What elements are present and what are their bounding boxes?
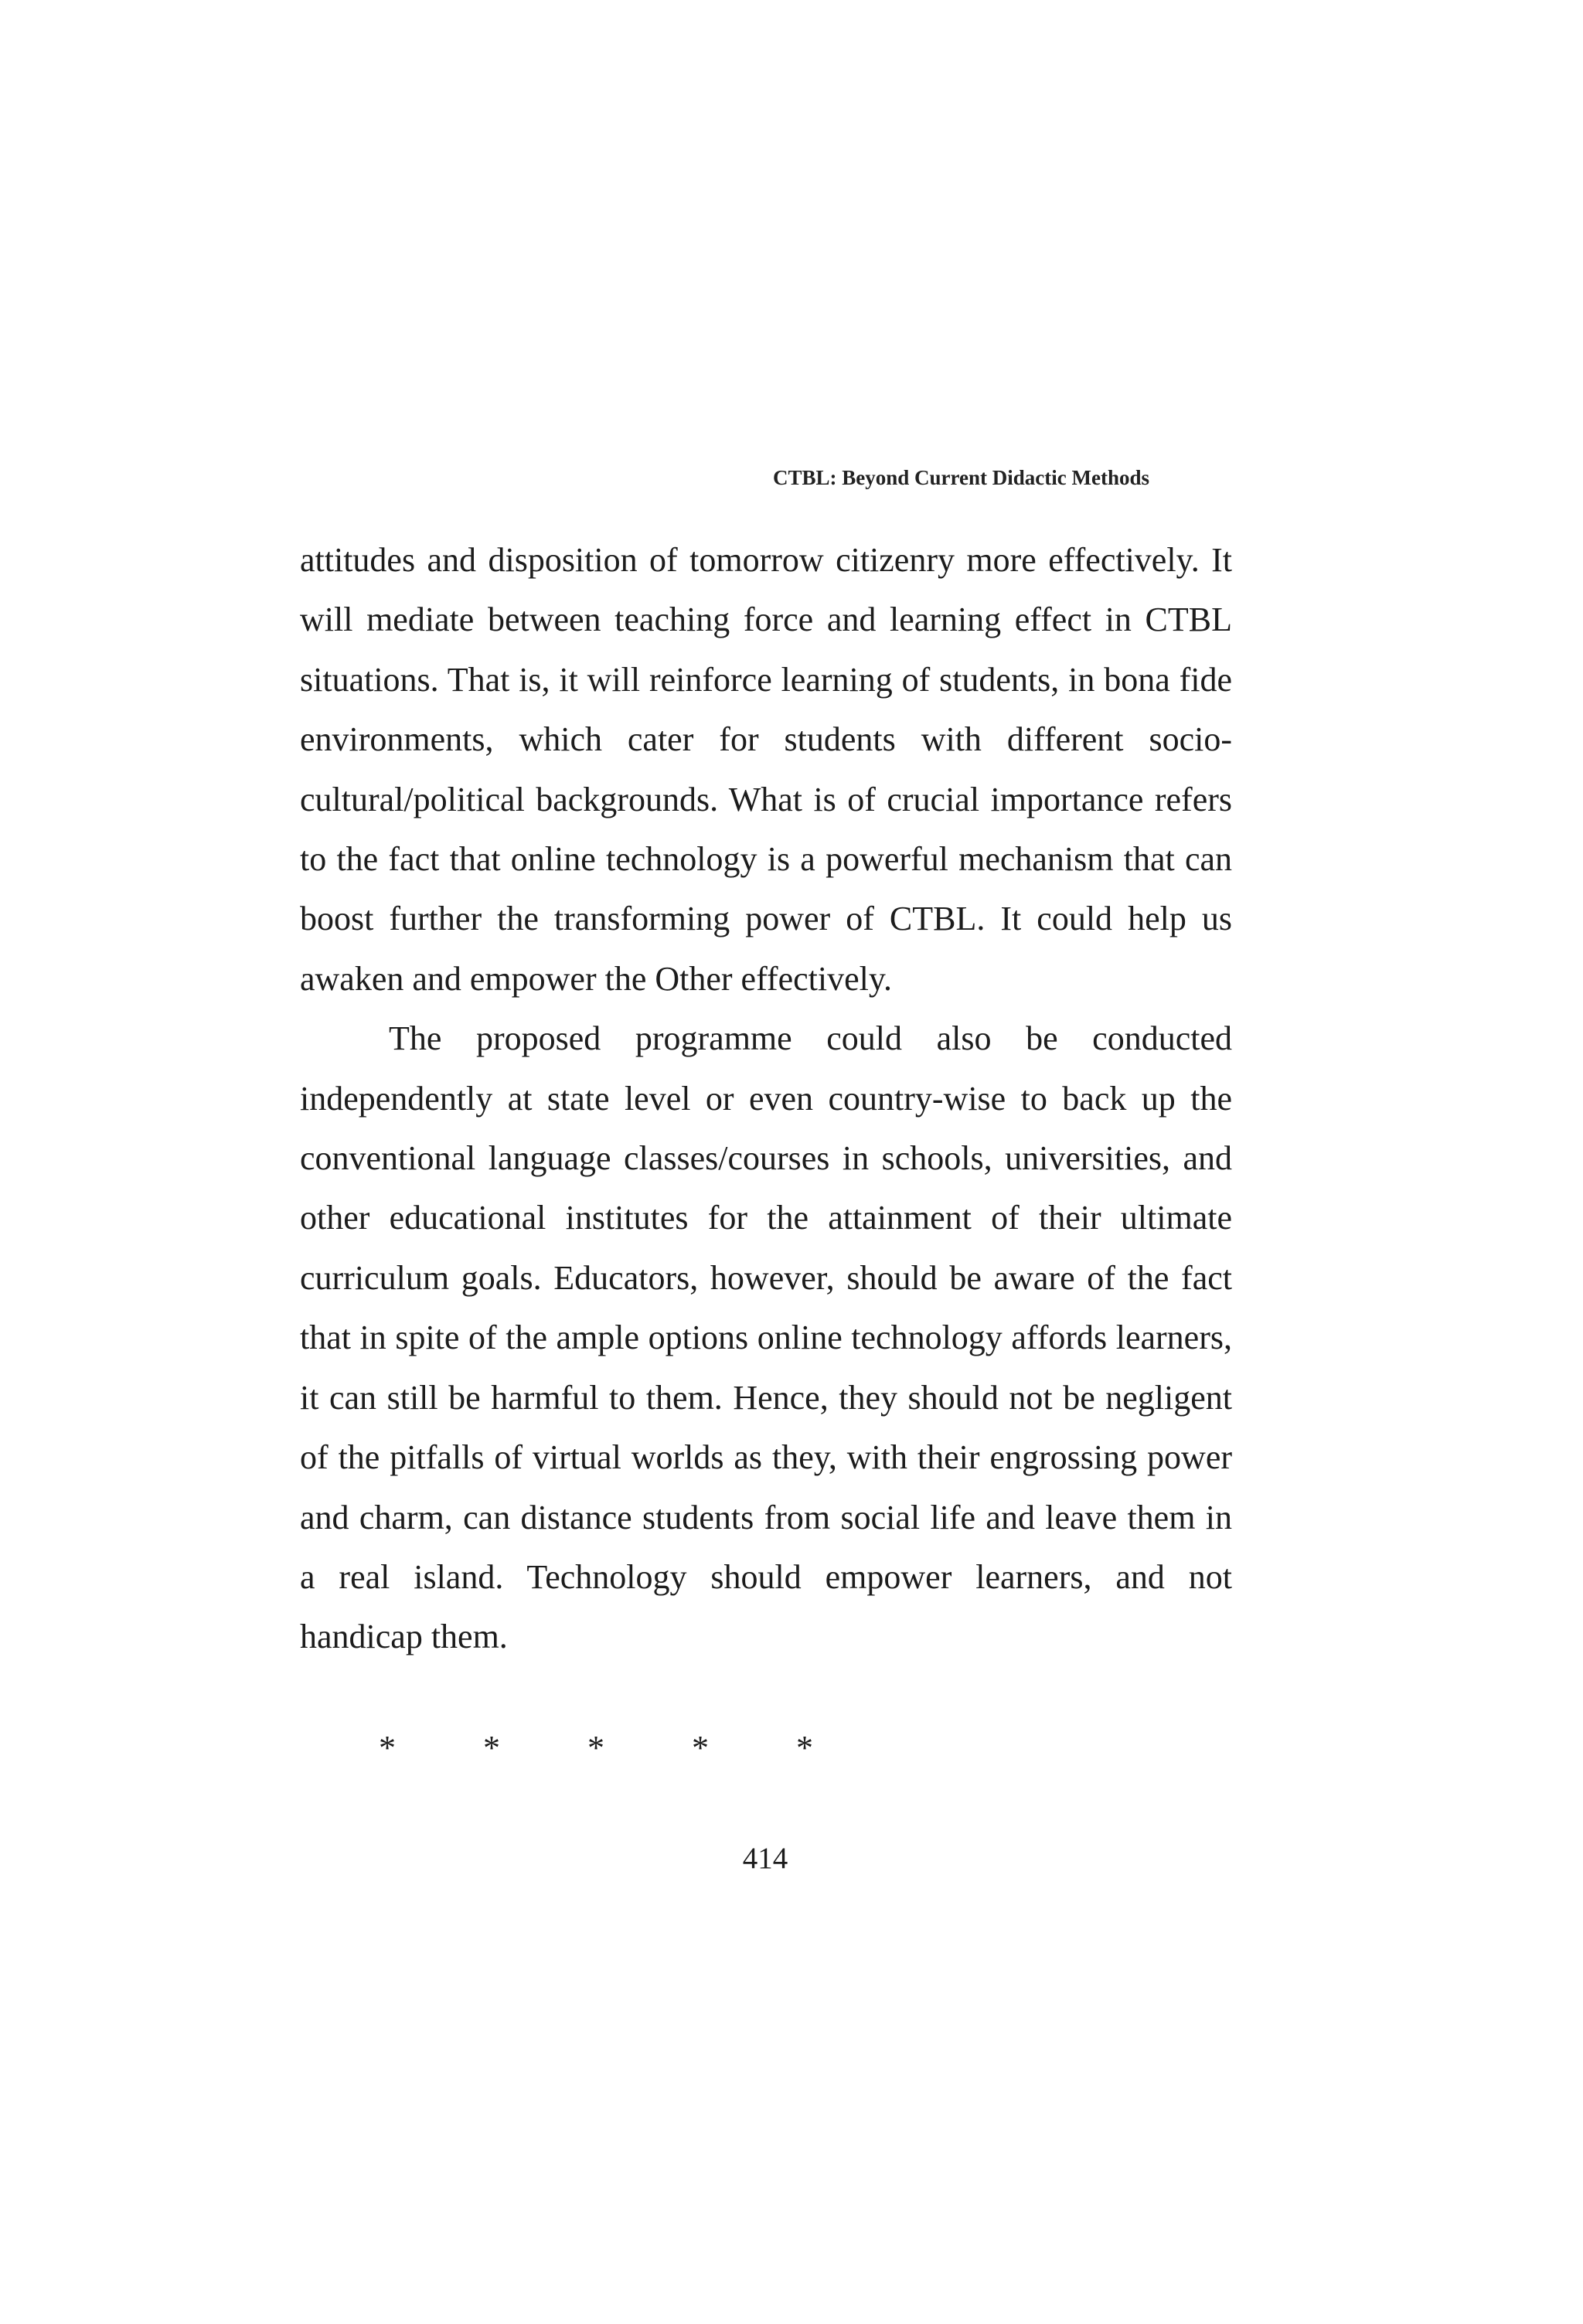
- section-separator: [379, 1725, 873, 1771]
- paragraph-continuation: attitudes and disposition of tomorrow citizenry more effectively. It will mediate between teaching force and learning effect in CTBL situations. That is, it will reinforce learning of students, in bona fide environments, which cater for students with different socio-cultural/political backgrounds. What is of crucial importance refers to the fact that online technology is a powerful mechanism that can boost further the transforming power of CTBL. It could help us awaken and empower the Other effectively.: [300, 541, 1232, 998]
- separator-asterisk: *: [483, 1729, 500, 1767]
- page-number: 414: [742, 1842, 788, 1875]
- separator-asterisk: *: [379, 1729, 396, 1767]
- separator-asterisk: *: [587, 1729, 604, 1767]
- body-text: [300, 530, 1232, 1667]
- separator-asterisk: *: [796, 1729, 813, 1767]
- running-header: CTBL: Beyond Current Didactic Methods: [773, 466, 1150, 489]
- separator-asterisk: *: [692, 1729, 709, 1767]
- paragraph-proposed-programme: The proposed programme could also be conducted independently at state level or even country-wise to back up the conventional language classes/courses in schools, universities, and other educational institutes for the attainment of their ultimate curriculum goals. Educators, however, should be aware of the fact that in spite of the ample options online technology affords learners, it can still be harmful to them. Hence, they should not be negligent of the pitfalls of virtual worlds as they, with their engrossing power and charm, can distance students from social life and leave them in a real island. Technology should empower learners, and not handicap them.: [300, 1019, 1232, 1656]
